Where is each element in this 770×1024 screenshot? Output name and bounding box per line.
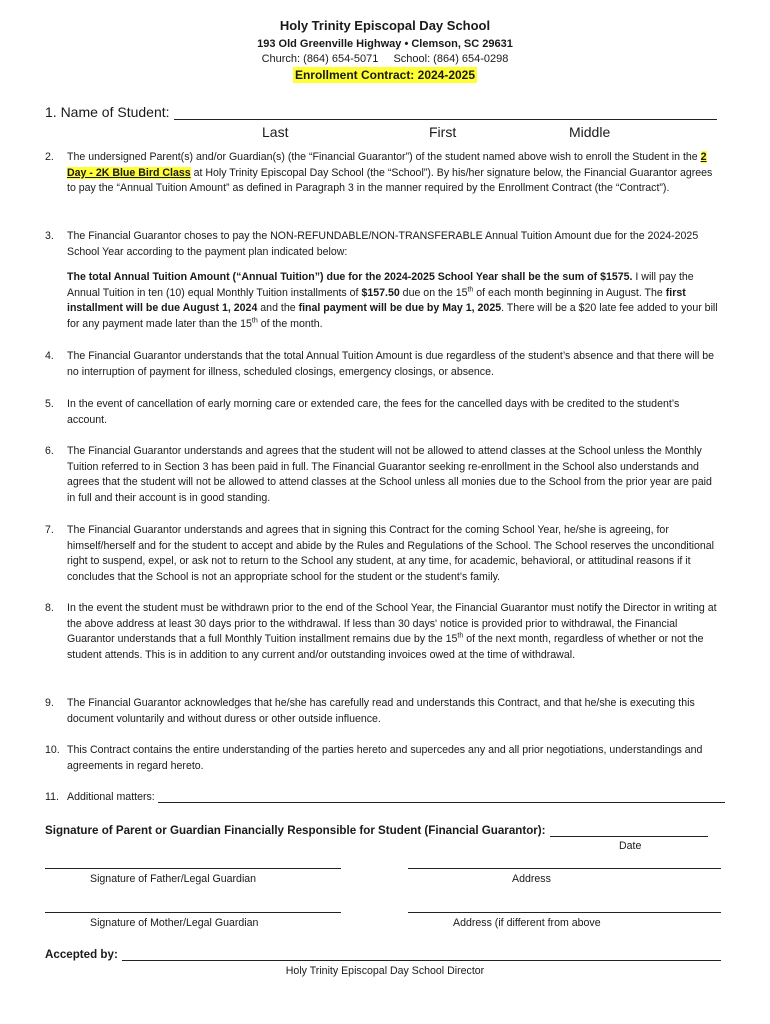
clause-8 [45, 601, 721, 663]
tuition-text-2: due on the 15 [399, 286, 468, 299]
tuition-plan-paragraph [67, 270, 723, 332]
clause-text: The Financial Guarantor acknowledges that he/she has carefully read and understands this Contract, and that he/she is executing this document voluntarily and without duress or other outside influence. [67, 697, 695, 725]
clause-4 [45, 349, 721, 380]
director-label: Holy Trinity Episcopal Day School Director [285, 965, 485, 977]
school-address: 193 Old Greenville Highway • Clemson, SC 29631 [257, 38, 513, 50]
additional-matters-line[interactable] [158, 792, 725, 803]
financial-guarantor-signature[interactable] [45, 824, 725, 837]
class-name-highlight: 2 Day - 2K Blue Bird Class [67, 151, 707, 179]
middle-name-label: Middle [569, 124, 611, 140]
ordinal-suffix: th [251, 317, 258, 325]
contract-title [0, 68, 770, 82]
clause-8-text-end: of the next month, regardless of whether or not the student attends. This is in addition to any current and/or outstanding invoices owed at the time of withdrawal. [67, 633, 704, 661]
clause-10 [45, 743, 721, 774]
tuition-text-3: of each month beginning in August. The [473, 286, 666, 299]
additional-matters-field[interactable] [45, 791, 725, 803]
clause-number: 6. [45, 445, 54, 457]
clause-2-text-start: The undersigned Parent(s) and/or Guardian(s) (the “Financial Guarantor”) of the student named above wish to enroll the Student in the [67, 151, 701, 163]
first-name-label: First [429, 124, 457, 140]
clause-number: 8. [45, 602, 54, 614]
address-line[interactable] [408, 868, 721, 869]
first-installment-date: first installment will be due August 1, 2024 [67, 286, 686, 315]
clause-7 [45, 523, 721, 585]
guarantor-date-line[interactable] [550, 824, 708, 837]
contract-title-text: Enrollment Contract: 2024-2025 [294, 68, 476, 82]
accepted-by-label: Accepted by: [45, 948, 118, 961]
final-payment-date: final payment will be due by May 1, 2025 [298, 302, 502, 315]
tuition-text-1: I will pay the Annual Tuition in ten (10) equal Monthly Tuition installments of [67, 271, 694, 299]
student-name-label: 1. Name of Student: [45, 104, 170, 120]
student-name-field[interactable] [45, 104, 717, 120]
clause-2-text-end: at Holy Trinity Episcopal Day School (the “School”). By his/her signature below, the Financial Guarantor agrees to pay the “Annual Tuition Amount” as defined in Paragraph 3 in the manner required by the Enrollment Contract (the “Contract”). [67, 166, 713, 195]
clause-text: This Contract contains the entire understanding of the parties hereto and supercedes any and all prior negotiations, understandings and agreements in regard hereto. [67, 744, 703, 772]
church-phone: Church: (864) 654-5071 [261, 53, 379, 65]
installment-amount: $157.50 [361, 286, 400, 299]
date-label: Date [619, 840, 642, 852]
clause-text [67, 150, 721, 197]
clause-3 [45, 229, 721, 260]
accepted-by-field[interactable] [45, 948, 721, 961]
clause-text: The Financial Guarantor understands and agrees that in signing this Contract for the coming School Year, he/she is agreeing, for himself/herself and for the student to accept and abide by the Rules and Regulations of the School. The School reserves the unconditional right to suspend, expel, or ask not to return to the School any student, at any time, for academic, behavioral, or attitudinal reasons if it concludes that the School is not an appropriate school for the student or the student’s family. [67, 524, 715, 583]
ordinal-suffix: th [457, 632, 464, 640]
phone-numbers [0, 53, 770, 65]
clause-number: 7. [45, 524, 54, 536]
clause-9 [45, 696, 721, 727]
mother-signature-line[interactable] [45, 912, 341, 913]
ordinal-suffix: th [467, 286, 474, 294]
school-phone: School: (864) 654-0298 [393, 53, 509, 65]
address-2-line[interactable] [408, 912, 721, 913]
clause-number: 5. [45, 398, 54, 410]
clause-text: In the event of cancellation of early morning care or extended care, the fees for the cancelled days with be credited to the student’s account. [67, 398, 680, 426]
clause-text [67, 601, 721, 663]
school-name: Holy Trinity Episcopal Day School [279, 18, 491, 33]
tuition-text-6: of the month. [257, 317, 323, 330]
mother-signature-label: Signature of Mother/Legal Guardian [90, 917, 259, 929]
tuition-text-4: and the [257, 302, 299, 315]
clause-6 [45, 444, 721, 506]
father-signature-label: Signature of Father/Legal Guardian [90, 873, 257, 885]
clause-number: 9. [45, 697, 54, 709]
clause-number: 3. [45, 230, 54, 242]
clause-number: 10. [45, 744, 60, 756]
clause-2 [45, 150, 721, 197]
clause-5 [45, 397, 721, 428]
last-name-label: Last [262, 124, 289, 140]
guarantor-signature-label: Signature of Parent or Guardian Financially Responsible for Student (Financial Guarantor): [45, 824, 546, 837]
clause-number: 4. [45, 350, 54, 362]
father-signature-line[interactable] [45, 868, 341, 869]
additional-matters-label: Additional matters: [67, 791, 155, 803]
clause-8-text-start: In the event the student must be withdrawn prior to the end of the School Year, the Financial Guarantor must notify the Director in writing at the above address at least 30 days prior to the withdrawal. If less than 30 days' notice is provided prior to withdrawal, the Financial Guarantor understands that a full Monthly Tuition installment remains due by the 15 [67, 602, 717, 646]
tuition-total-statement: The total Annual Tuition Amount (“Annual Tuition”) due for the 2024-2025 School Year shall be the sum of $1575. [67, 271, 633, 283]
clause-text: The Financial Guarantor understands that the total Annual Tuition Amount is due regardless of the student’s absence and that there will be no interruption of payment for illness, scheduled closings, emergency closings, or absence. [67, 350, 715, 378]
student-name-line[interactable] [174, 105, 717, 120]
tuition-text-5: . There will be a $20 late fee added to your bill for any payment made later than the 15 [67, 302, 718, 330]
clause-number: 2. [45, 151, 54, 163]
address-2-label: Address (if different from above [453, 917, 601, 929]
director-signature-line[interactable] [122, 948, 721, 961]
clause-number: 11. [45, 791, 59, 803]
address-label: Address [512, 873, 551, 885]
clause-text: The Financial Guarantor choses to pay the NON-REFUNDABLE/NON-TRANSFERABLE Annual Tuition Amount due for the 2024-2025 School Year according to the payment plan indicated below: [67, 230, 699, 258]
clause-text: The Financial Guarantor understands and agrees that the student will not be allowed to attend classes at the School unless the Monthly Tuition referred to in Section 3 has been paid in full. The Financial Guarantor seeking re-enrollment in the School also understands and agrees that the student will not be allowed to attend classes at the School unless all monies due to the School from the prior year are paid in full and their account is in good standing. [67, 445, 712, 504]
